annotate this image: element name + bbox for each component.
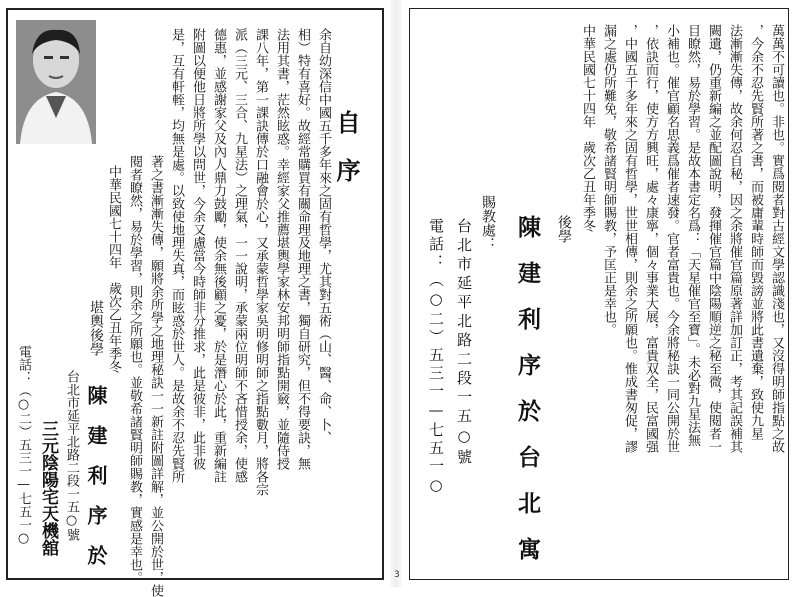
body-column: ，今余不忍先賢所著之書，而被庸輩時師而毀謗並將此書遺棄，致使九星	[748, 24, 763, 440]
body-column: 目瞭然，易於學習。是故本書定名爲：「天星催官至寶」。未必對九星法無	[685, 24, 700, 447]
body-column: 法漸漸失傳，故余何忍自秘，因之余將催官篇原著詳加訂正，考其記誤補其	[727, 24, 742, 453]
page-number: 3	[394, 570, 400, 580]
preface-title: 自 序	[332, 110, 361, 182]
signature-prefix: 後學	[556, 215, 572, 243]
body-column: 派（三元、三合、九星法）之理氣，一一說明，承蒙兩位明師不吝惜授余，使感	[232, 28, 247, 483]
date-line: 中華民國七十四年 歲次乙丑年季冬	[106, 165, 121, 373]
body-column: ，依訣而行，使方方興旺，處々康寧，個々事業大展，富貴双全，民富國强	[643, 24, 658, 453]
signature-name: 陳 建 利 序 於 台 北 寓	[514, 215, 541, 560]
signature-address: 台北市延平北路二段一五○號	[64, 370, 79, 541]
body-column: 萬萬不可讀也。非也。實爲閱者對古經文學認識淺也，又沒得明師指點之故	[769, 24, 784, 453]
body-column: 附圖以便他日將所學以問世，今余又慮當今時師非分推求，此是彼非，此非彼	[190, 28, 205, 470]
signature-phone: 電話：（○二）五三一—七五一○	[427, 218, 445, 497]
signature-name: 陳 建 利 序 於	[84, 385, 108, 565]
body-column: 小補也。催官顧名思義爲催者速發。官者富貴也。今余將秘訣一同公開於世	[664, 24, 679, 453]
body-column: 是，互有軒輊，均無是處。以致使地理失真，而眩惑於世人。是故余不忍先賢所	[169, 28, 184, 483]
body-column: 闕遺，仍重新編之並配圖說明，發揮催官篇中陰陽順逆之秘至微，使閱者一	[706, 24, 721, 453]
date-line: 中華民國七十四年 歲次乙丑年季冬	[580, 24, 595, 232]
book-gutter	[390, 0, 402, 587]
signature-phone: 電話：（○二）五三一—七五一○	[16, 345, 31, 546]
signature-address: 台北市延平北路二段一五○號	[455, 218, 473, 468]
body-column: 余自幼深信中國五千多年來之固有哲學，尤其對五術（山、醫、命、卜、	[316, 28, 331, 444]
body-column: 閱者瞭然，易於學習，則余之所願也。並敬希諸賢明師賜教，實感是幸也。	[127, 155, 142, 584]
body-column: 課八年，第一課訣傳於口融會於心，又承蒙哲學家吳明修明師之指點數月，將各宗	[253, 28, 268, 496]
body-column: 相）特有喜好。故經常購買有關命理及地理之書，獨自研究，但不得要訣，無	[295, 28, 310, 470]
signature-label: 賜教處：	[480, 195, 496, 251]
body-column: 漏之處仍所難免，敬希諸賢明師賜教，予匡正是幸也。	[601, 24, 616, 336]
body-column: 法用其書，茫然眩惑。幸經家父推薦堪輿學家林安邦明師指點開竅，並隨侍授	[274, 28, 289, 470]
author-photo	[16, 20, 96, 144]
left-page	[0, 0, 388, 597]
body-column: 著之書漸漸失傳，願將余所學之地理秘訣一一新註附圖詳解，並公開於世，使	[148, 155, 163, 597]
right-page	[405, 0, 793, 587]
body-column: 德惠，並感謝家父及內人鼎力鼓勵，使余無後顧之憂，於是潛心於此，重新編註	[211, 28, 226, 483]
signature-prefix: 堪輿後學	[88, 300, 104, 356]
body-column: ，中國五千多年來之固有哲學，世世相傳，則余之所願也。惟成書匆促，謬	[622, 24, 637, 453]
signature-shop: 三元陰陽宅天機舘	[38, 420, 58, 556]
